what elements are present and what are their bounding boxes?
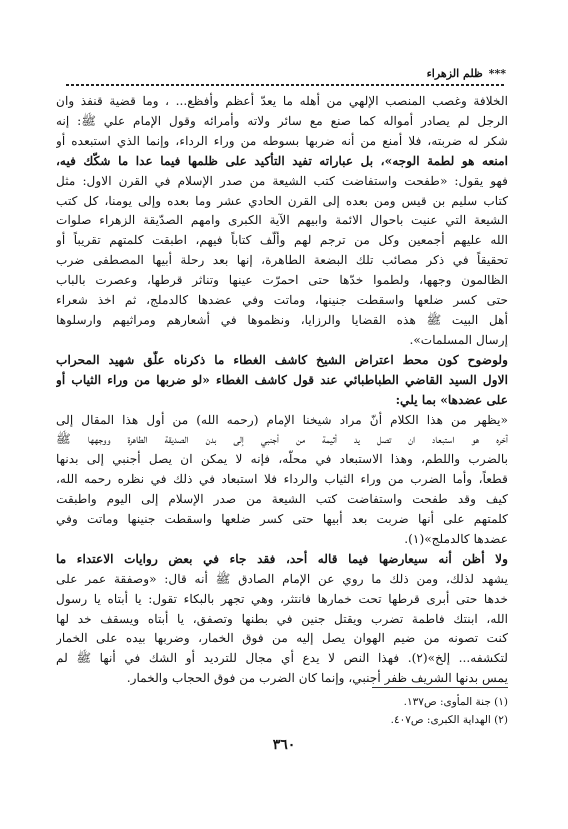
text-line: قطعاً، وأما الضرب من وراء الثياب والرداء فلا استبعاد في ذلك في نظره رحمه الله،: [56, 472, 508, 487]
text-line: على عضدها» بما يلي:: [395, 392, 508, 407]
text-line: خدها حتى أبرى قرطها تحت خمارها فانتثر، وهي تجهر بالبكاء تقول: يا أبتاه يا رسول: [56, 591, 508, 606]
text-line: إرسال المسلمات».: [409, 332, 508, 347]
text-line: يشهد لذلك، ومن ذلك ما روي عن الإمام الصادق ﷺ أنه قال: «وصفقة عمر على: [56, 571, 508, 586]
header-rule: [66, 84, 506, 86]
text-line: أهل البيت ﷺ هذه القضايا والرزايا، ونظموها في أشعارهم ومراثيهم وارسلوها: [56, 312, 508, 327]
text-line: فهو يقول: «طفحت واستفاضت كتب الشيعة من صدر الإسلام في القرن الاول: مثل: [56, 173, 508, 188]
footnote-2: (٢) الهداية الكبرى: ص٤٠٧.: [390, 714, 508, 726]
text-line: الظالمون وجهها، ولطموا خدّها حتى احمرّت عينها وتناثر قرطها، وعصرت بالباب: [56, 273, 508, 288]
text-line: كتاب سليم بن قيس ومن بعده إلى القرن الحادي عشر وما بعده وإلى يومنا، كل كتب: [56, 193, 508, 208]
header-title: ظلم الزهراء: [426, 67, 483, 80]
footnote-rule: [372, 687, 508, 688]
text-line: ولوضوح كون محط اعتراض الشيخ كاشف الغطاء ما ذكرناه علّق شهيد المحراب: [56, 352, 508, 367]
text-line: الاول السيد القاضي الطباطبائي عند قول كاشف الغطاء «لو ضربها من وراء الثياب أو: [56, 372, 508, 387]
text-line: الله، ابنتك فاطمة تضرب ويقتل جنين في بطنها وتصفق، يا أبتاه ويسقف خد لها: [56, 611, 508, 626]
footnotes: [56, 693, 508, 729]
header-ornament: ***: [488, 67, 506, 80]
text-line: لتكشفه... إلخ»(٢). فهذا النص لا يدع أي مجال للترديد أو الشك في أنها ﷺ لم: [56, 651, 508, 666]
text-line: الرجل لم يصادر أمواله كما صنع مع سائر ولاته وأمرائه وقول الإمام علي ﷺ: إنه: [56, 113, 508, 128]
text-line: الخلافة وغصب المنصب الإلهي من أهله ما يعدّ أعظم وأفظع... ، وما قضية قنفذ وان: [56, 94, 508, 108]
text-line: امنعه هو لطمة الوجه»، بل عباراته تفيد التأكيد على ظلمها فيما عدا ما شكّك فيه،: [56, 153, 508, 168]
text-line: «يظهر من هذا الكلام أنّ مراد شيخنا الإمام (رحمه الله) من أول هذا المقال إلى: [56, 412, 508, 427]
running-header: [66, 66, 506, 82]
text-line: كنت تصونه من ضيم الهوان يصل إليه من فوق الخمار، وضربها بيده على الخمار: [56, 631, 508, 646]
text-line: تحقيقاً في ذكر مصائب تلك البضعة الطاهرة، إنها بعد رحلة أبيها المصطفى ضرب: [56, 253, 508, 268]
footnote-1: (١) جنة المأوى: ص١٣٧.: [403, 696, 508, 708]
text-line: آخره هو استبعاد ان تصل يد أثيمة من أجنبي إلى بدن الصديقة الطاهرة ووجهها ﷺ: [56, 432, 508, 447]
text-line: شكر له ضربته، فلا أمنع من أنه ضربها بسوطه من وراء الرداء، وإنما الذي استبعده أو: [56, 133, 508, 148]
text-line: الشيعة التي عنيت باحوال الائمة وابيهم الآية الكبرى وامهم الصدّيقة الزهراء صلوات: [56, 213, 508, 228]
text-line: بالضرب واللطم، وهذا الاستبعاد في محلّه، فإنه لا يمكن ان يصل أجنبي إلى بدنها: [56, 452, 508, 467]
body-text: [56, 92, 508, 689]
text-line: الله عليهم أجمعين وكل من ترجم لهم وألّف كتاباً فيهم، اطبقت كلمتهم تقريباً أو: [56, 233, 508, 248]
page-number: ٣٦٠: [272, 737, 296, 753]
text-line: ولا أظن أنه سيعارضها فيما قاله أحد، فقد جاء في بعض روايات الاعتداء ما: [56, 551, 508, 566]
text-line: كلمتهم على أنها ضربت بعد أبيها حتى كسر ضلعها واسقطت جنينها وماتت وفي: [56, 512, 508, 527]
text-line: حتى كسر ضلعها واسقطت جنينها، وماتت وفي عضدها كالدملج، ثم اخذ شعراء: [56, 293, 508, 308]
text-line: يمس بدنها الشريف ظفر أجنبي، وإنما كان الضرب من فوق الحجاب والخمار.: [126, 671, 508, 686]
text-line: كيف وقد طفحت واستفاضت كتب الشيعة من صدر الإسلام إلى اليوم واطبقت: [56, 492, 508, 507]
text-line: عضدها كالدملج»(١).: [404, 531, 508, 546]
